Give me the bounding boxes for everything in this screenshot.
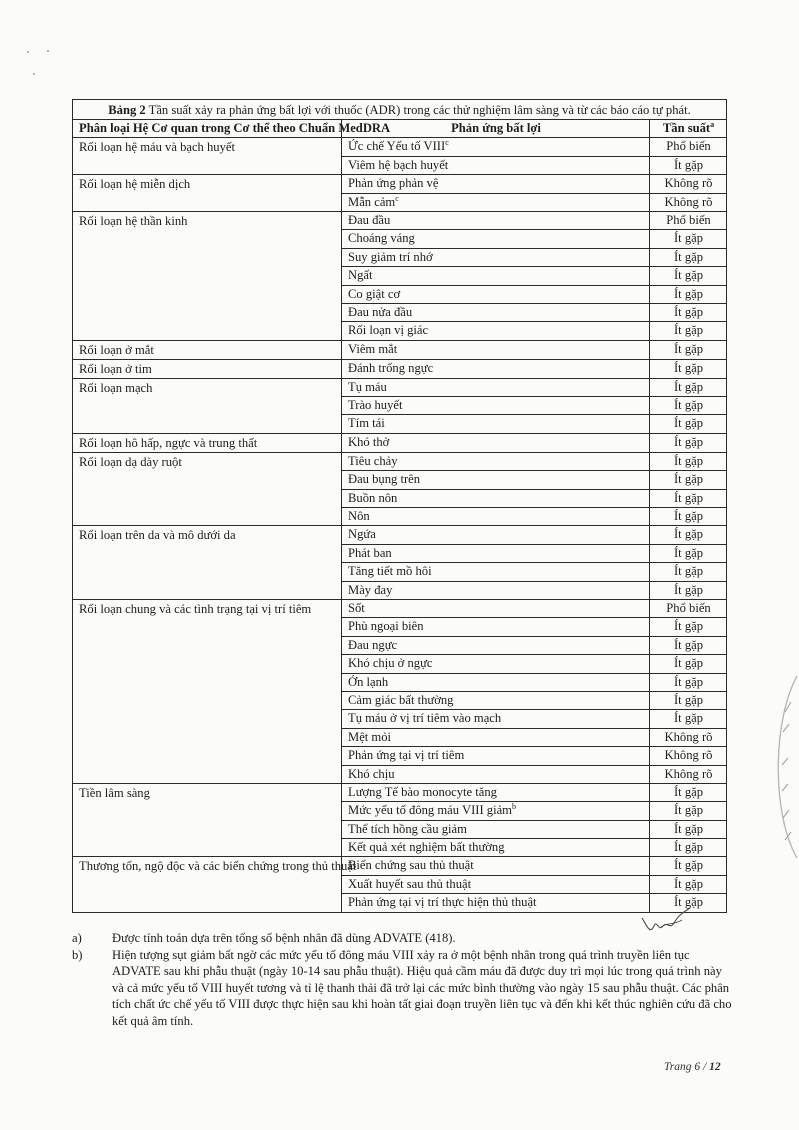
adverse-reaction-cell [342,544,650,562]
adverse-reaction-text: Viêm hệ bạch huyết [348,157,449,172]
adverse-reaction-text: Đau ngực [348,637,398,652]
footnote-mark: a) [72,931,82,945]
adverse-reaction-text: Phát ban [348,545,392,560]
frequency-cell: Ít gặp [650,802,727,820]
page-label: Trang 6 [664,1061,701,1073]
adverse-reaction-cell [342,894,650,912]
adverse-reaction-text: Đau nửa đầu [348,304,413,319]
adverse-reaction-cell [342,636,650,654]
adverse-reaction-cell [342,378,650,396]
frequency-cell: Ít gặp [650,691,727,709]
adverse-reaction-cell [342,581,650,599]
table-row [73,433,727,452]
frequency-cell: Ít gặp [650,563,727,581]
frequency-cell: Ít gặp [650,820,727,838]
adverse-reaction-cell [342,303,650,321]
adverse-reaction-text: Biến chứng sau thủ thuật [348,858,474,873]
header-frequency-label: Tần suất [662,121,711,135]
adverse-reaction-cell [342,618,650,636]
adverse-reaction-text: Khó chịu ở ngực [348,656,433,671]
organ-class-cell: Rối loạn chung và các tình trạng tại vị trí tiêm [73,599,342,783]
page-separator: / [700,1061,710,1073]
adverse-reaction-text: Xuất huyết sau thủ thuật [348,876,472,891]
frequency-cell: Ít gặp [650,378,727,396]
frequency-cell: Phổ biến [650,599,727,617]
adverse-reaction-text: Co giật cơ [348,286,401,301]
adverse-reaction-text: Ngất [348,268,373,283]
frequency-cell: Phổ biến [650,138,727,156]
table-row [73,783,727,801]
adverse-reaction-text: Tụ máu [348,379,387,394]
adverse-reaction-cell [342,710,650,728]
adverse-reaction-cell [342,322,650,340]
header-adverse-reaction: Phản ứng bất lợi [342,120,650,138]
adverse-reaction-cell [342,691,650,709]
frequency-cell: Phổ biến [650,211,727,229]
adverse-reaction-text: Đau bụng trên [348,472,421,487]
adverse-reaction-cell [342,248,650,266]
table-row [73,378,727,396]
adverse-reaction-cell [342,452,650,470]
table-row [73,138,727,156]
footnote [72,947,732,1030]
table-row [73,359,727,378]
edge-stamp [767,672,799,862]
adverse-reaction-text: Choáng váng [348,231,415,246]
frequency-cell: Ít gặp [650,839,727,857]
footnote-marker: b [511,802,516,812]
organ-class-cell: Rối loạn ở mắt [73,340,342,359]
frequency-cell: Ít gặp [650,267,727,285]
organ-class-cell: Rối loạn hệ thần kinh [73,211,342,340]
frequency-cell: Ít gặp [650,581,727,599]
handwritten-signature [638,902,698,940]
adverse-reaction-cell [342,230,650,248]
adverse-reaction-text: Phản ứng phản vệ [348,176,439,191]
adverse-reaction-text: Phản ứng tại vị trí thực hiện thủ thuật [348,895,537,910]
adverse-reaction-cell [342,747,650,765]
adverse-reaction-cell [342,359,650,378]
table-row [73,175,727,193]
page-number [664,1061,721,1073]
organ-class-cell: Rối loạn ở tim [73,359,342,378]
adverse-reaction-cell [342,839,650,857]
scan-speck [33,73,35,75]
adverse-reaction-text: Tiêu chảy [348,453,398,468]
page-total: 12 [709,1061,721,1073]
frequency-cell: Ít gặp [650,248,727,266]
footnote-marker: c [445,138,449,148]
adverse-reaction-text: Sốt [348,600,365,615]
frequency-cell: Ít gặp [650,544,727,562]
adverse-reaction-cell [342,156,650,174]
footnote-marker: c [395,193,399,203]
adverse-reaction-cell [342,857,650,875]
frequency-cell: Ít gặp [650,526,727,544]
adverse-reaction-text: Kết quả xét nghiệm bất thường [348,840,505,855]
adverse-reaction-text: Viêm mắt [348,341,398,356]
adverse-reaction-text: Ức chế Yếu tố VIII [348,139,446,154]
scan-speck [47,50,49,52]
frequency-cell: Không rõ [650,175,727,193]
frequency-cell: Ít gặp [650,894,727,912]
table-caption-label: Bảng 2 [108,103,146,117]
adverse-reaction-text: Đau đầu [348,212,391,227]
adverse-reaction-cell [342,820,650,838]
adverse-reaction-cell [342,415,650,433]
adverse-reaction-text: Thể tích hồng cầu giảm [348,821,467,836]
organ-class-cell: Rối loạn dạ dày ruột [73,452,342,526]
adverse-reaction-cell [342,783,650,801]
frequency-cell: Không rõ [650,765,727,783]
organ-class-cell: Thương tổn, ngộ độc và các biến chứng trong thủ thuật [73,857,342,912]
adverse-reaction-text: Mức yếu tố đông máu VIII giảm [348,803,512,818]
organ-class-cell: Rối loạn hệ miễn dịch [73,175,342,212]
scan-speck [27,51,29,53]
adverse-reaction-text: Ngứa [348,527,376,542]
adverse-reaction-cell [342,267,650,285]
frequency-cell: Ít gặp [650,783,727,801]
frequency-cell: Ít gặp [650,710,727,728]
adverse-reaction-text: Phản ứng tại vị trí tiêm [348,748,465,763]
adverse-reaction-text: Tím tái [348,416,385,431]
frequency-cell: Ít gặp [650,415,727,433]
frequency-cell: Ít gặp [650,655,727,673]
adverse-reaction-text: Rối loạn vị giác [348,323,429,338]
footnote-text: Hiện tượng sụt giảm bất ngờ các mức yếu tố đông máu VIII xảy ra ở một bệnh nhân trong quá trình truyền liên tục ADVATE sau khi phẫu thuật (ngày 10-14 sau phẫu thuật). Hiệu quả cầm máu đã được duy trì mọi lúc trong quá trình này và cả mức yếu tố VIII huyết tương và tỉ lệ thanh thải đã trở lại các mức bình thường vào ngày 15 sau phẫu thuật. Các phân tích chất ức chế yếu tố VIII được thực hiện sau khi hoàn tất giai đoạn truyền liên tục và đến khi kết thúc nghiên cứu đã cho kết quả âm tính. [112,947,732,1028]
adverse-reaction-cell [342,471,650,489]
adverse-reaction-cell [342,433,650,452]
adverse-reaction-cell [342,193,650,211]
frequency-cell: Ít gặp [650,673,727,691]
adverse-reaction-cell [342,138,650,156]
table-header-row [73,120,727,138]
frequency-cell: Ít gặp [650,359,727,378]
adverse-reaction-text: Nôn [348,509,370,524]
adverse-reaction-cell [342,211,650,229]
frequency-cell: Ít gặp [650,489,727,507]
frequency-cell: Ít gặp [650,508,727,526]
table-caption [73,100,727,120]
table-row [73,526,727,544]
frequency-cell: Ít gặp [650,875,727,893]
adr-frequency-table [72,99,727,913]
adverse-reaction-text: Mày đay [348,582,393,597]
adverse-reaction-text: Tụ máu ở vị trí tiêm vào mạch [348,711,502,726]
adverse-reaction-cell [342,875,650,893]
frequency-cell: Không rõ [650,728,727,746]
adverse-reaction-text: Tăng tiết mồ hôi [348,564,432,579]
adverse-reaction-cell [342,728,650,746]
frequency-cell: Ít gặp [650,322,727,340]
adverse-reaction-cell [342,655,650,673]
adverse-reaction-text: Buồn nôn [348,490,398,505]
adverse-reaction-cell [342,563,650,581]
adverse-reaction-text: Suy giảm trí nhớ [348,249,433,264]
frequency-cell: Ít gặp [650,433,727,452]
adverse-reaction-cell [342,508,650,526]
adverse-reaction-cell [342,599,650,617]
organ-class-cell: Rối loạn hô hấp, ngực và trung thất [73,433,342,452]
organ-class-cell: Rối loạn mạch [73,378,342,433]
header-frequency-footnote: a [710,119,715,129]
adverse-reaction-text: Cảm giác bất thường [348,692,454,707]
adverse-reaction-cell [342,340,650,359]
adverse-reaction-cell [342,765,650,783]
adverse-reaction-cell [342,526,650,544]
adverse-reaction-text: Phù ngoại biên [348,619,424,634]
adverse-reaction-text: Mẫn cảm [348,194,396,209]
organ-class-cell: Rối loạn trên da và mô dưới da [73,526,342,600]
adverse-reaction-text: Mệt mỏi [348,729,392,744]
header-organ-class: Phân loại Hệ Cơ quan trong Cơ thể theo Chuẩn MedDRA [73,120,342,138]
adverse-reaction-cell [342,397,650,415]
organ-class-cell: Rối loạn hệ máu và bạch huyết [73,138,342,175]
frequency-cell: Ít gặp [650,636,727,654]
frequency-cell: Ít gặp [650,471,727,489]
adverse-reaction-text: Ớn lạnh [348,674,389,689]
frequency-cell: Ít gặp [650,230,727,248]
frequency-cell: Ít gặp [650,452,727,470]
adverse-reaction-cell [342,673,650,691]
table-row [73,857,727,875]
adverse-reaction-cell [342,489,650,507]
frequency-cell: Không rõ [650,747,727,765]
table-row [73,599,727,617]
footnote-text: Được tính toán dựa trên tổng số bệnh nhân đã dùng ADVATE (418). [112,931,456,945]
footnotes [72,930,732,1029]
frequency-cell: Ít gặp [650,618,727,636]
frequency-cell: Không rõ [650,193,727,211]
adverse-reaction-cell [342,285,650,303]
table-caption-row [73,100,727,120]
table-row [73,340,727,359]
frequency-cell: Ít gặp [650,156,727,174]
frequency-cell: Ít gặp [650,285,727,303]
frequency-cell: Ít gặp [650,340,727,359]
adverse-reaction-text: Khó thở [348,434,390,449]
adverse-reaction-text: Trào huyết [348,398,403,413]
header-frequency [650,120,727,138]
frequency-cell: Ít gặp [650,303,727,321]
table-row [73,211,727,229]
adverse-reaction-cell [342,802,650,820]
adverse-reaction-text: Khó chịu [348,766,395,781]
footnote [72,930,732,947]
footnote-mark: b) [72,947,83,962]
table-row [73,452,727,470]
adverse-reaction-text: Đánh trống ngực [348,360,434,375]
adverse-reaction-cell [342,175,650,193]
table-caption-text: Tần suất xảy ra phản ứng bất lợi với thuốc (ADR) trong các thử nghiệm lâm sàng và từ các báo cáo tự phát. [145,103,691,117]
frequency-cell: Ít gặp [650,397,727,415]
organ-class-cell: Tiền lâm sàng [73,783,342,857]
frequency-cell: Ít gặp [650,857,727,875]
adverse-reaction-text: Lượng Tế bào monocyte tăng [348,784,497,799]
